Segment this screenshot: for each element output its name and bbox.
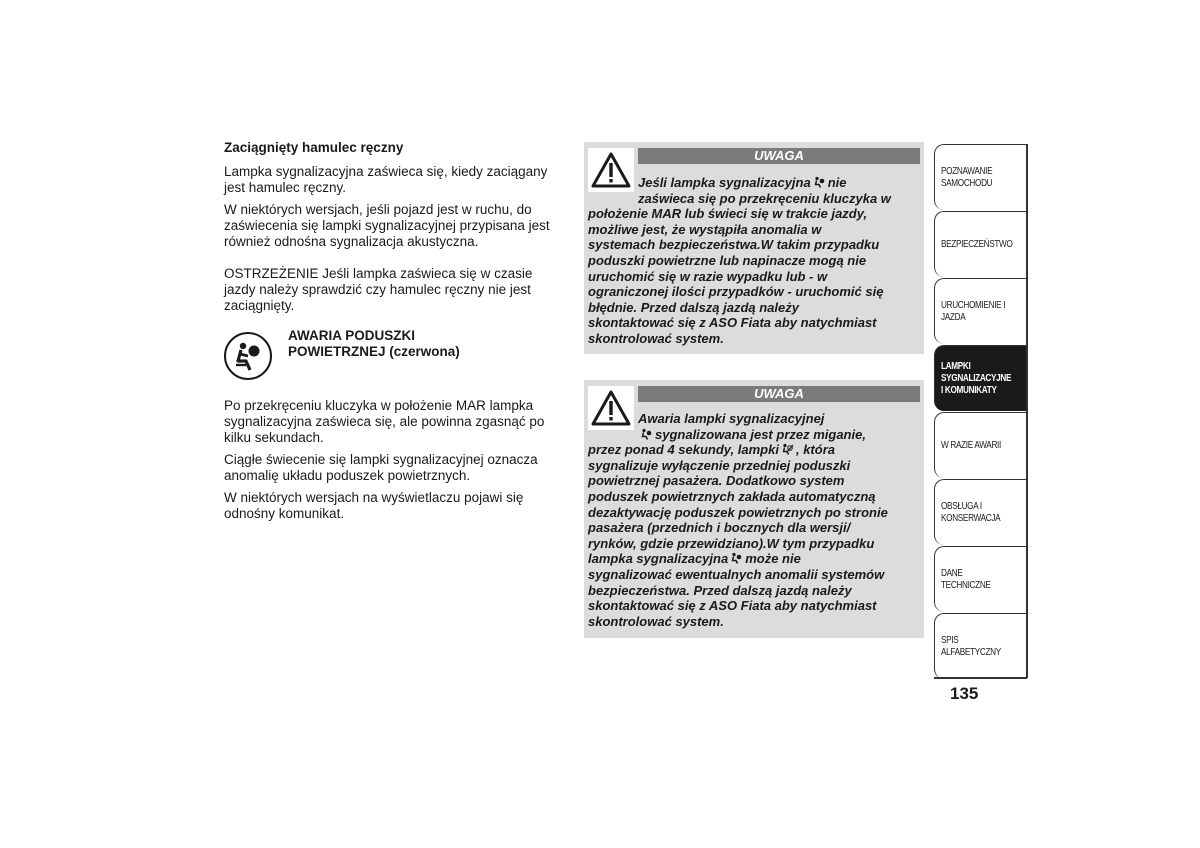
tab-spis-alfabetyczny[interactable]: SPIS ALFABETYCZNY xyxy=(934,613,1027,679)
section-heading-handbrake: Zaciągnięty hamulec ręczny xyxy=(224,140,404,155)
tab-uruchomienie-i-jazda[interactable]: URUCHOMIENIE I JAZDA xyxy=(934,278,1027,344)
warning-text-1: Jeśli lampka sygnalizacyjna nie zaświeca się po przekręceniu kluczyka w położenie MAR lub świeci się w trakcie jazdy, możliwe jest, że wystąpiła anomalia w systemach bezpieczeństwa.W takim przypadku poduszki powietrzne lub napinacze mogą nie uruchomić się w razie wypadku lub - w ograniczonej ilości przypadków - uruchomić się błędnie. Przed dalszą jazdą należy skontaktować się z ASO Fiata aby natychmiast skontrolować system. xyxy=(588,175,891,346)
tab-bezpieczenstwo[interactable]: BEZPIECZEŃSTWO xyxy=(934,211,1027,277)
page-number: 135 xyxy=(950,684,979,703)
warning-label: UWAGA xyxy=(638,386,920,402)
warning-text-2: Awaria lampki sygnalizacyjnej sygnalizowana jest przez miganie, przez ponad 4 sekundy, lampki , która sygnalizuje wyłączenie przedniej poduszki powietrznej pasażera. Dodatkowo system poduszek powietrznych zakłada automatyczną dezaktywację poduszek powietrznych po stronie pasażera (przednich i bocznych dla wersji/ rynków, gdzie przewidziano).W tym przypadku lampka sygnalizacyjna może nie sygnalizować ewentualnych anomalii systemów bezpieczeństwa. Przed dalszą jazdą należy skontaktować się z ASO Fiata aby natychmiast skontrolować system. xyxy=(588,411,888,629)
airbag-icon xyxy=(730,552,743,564)
warning-paragraph: OSTRZEŻENIE Jeśli lampka zaświeca się w czasie jazdy należy sprawdzić czy hamulec ręczny nie jest zaciągnięty. xyxy=(224,266,533,313)
airbag-fault-heading-block xyxy=(224,328,560,386)
paragraph: Ciągłe świecenie się lampki sygnalizacyjnej oznacza anomalię układu poduszek powietrznych. xyxy=(224,452,538,483)
tab-dane-techniczne[interactable]: DANE TECHNICZNE xyxy=(934,546,1027,612)
paragraph: Lampka sygnalizacyjna zaświeca się, kiedy zaciągany jest hamulec ręczny. xyxy=(224,164,548,195)
paragraph: Po przekręceniu kluczyka w położenie MAR lampka sygnalizacyjna zaświeca się, ale powinna zgasnąć po kilku sekundach. xyxy=(224,398,545,445)
warning-box-2 xyxy=(584,380,924,638)
left-column xyxy=(224,140,560,528)
tab-poznawanie-samochodu[interactable]: POZNAWANIE SAMOCHODU xyxy=(934,144,1027,210)
airbag-icon xyxy=(813,176,826,188)
tab-obsluga-i-konserwacja[interactable]: OBSŁUGA I KONSERWACJA xyxy=(934,479,1027,545)
airbag-warning-icon xyxy=(224,332,272,380)
warning-box-1 xyxy=(584,142,924,354)
paragraph: W niektórych wersjach na wyświetlaczu pojawi się odnośny komunikat. xyxy=(224,490,524,521)
warning-label: UWAGA xyxy=(638,148,920,164)
airbag-icon xyxy=(640,428,653,440)
tabs-edge-line xyxy=(1026,144,1028,678)
passenger-airbag-off-icon xyxy=(781,443,794,455)
tab-w-razie-awarii[interactable]: W RAZIE AWARII xyxy=(934,412,1027,478)
tab-lampki-sygnalizacyjne[interactable]: LAMPKI SYGNALIZACYJNE I KOMUNIKATY xyxy=(934,345,1027,411)
airbag-fault-title: AWARIA PODUSZKI POWIETRZNEJ (czerwona) xyxy=(288,328,460,359)
paragraph: W niektórych wersjach, jeśli pojazd jest w ruchu, do zaświecenia się lampki sygnalizacyjnej przypisana jest również odnośna sygnalizacja akustyczna. xyxy=(224,202,550,249)
tabs-bottom-line xyxy=(934,677,1027,679)
